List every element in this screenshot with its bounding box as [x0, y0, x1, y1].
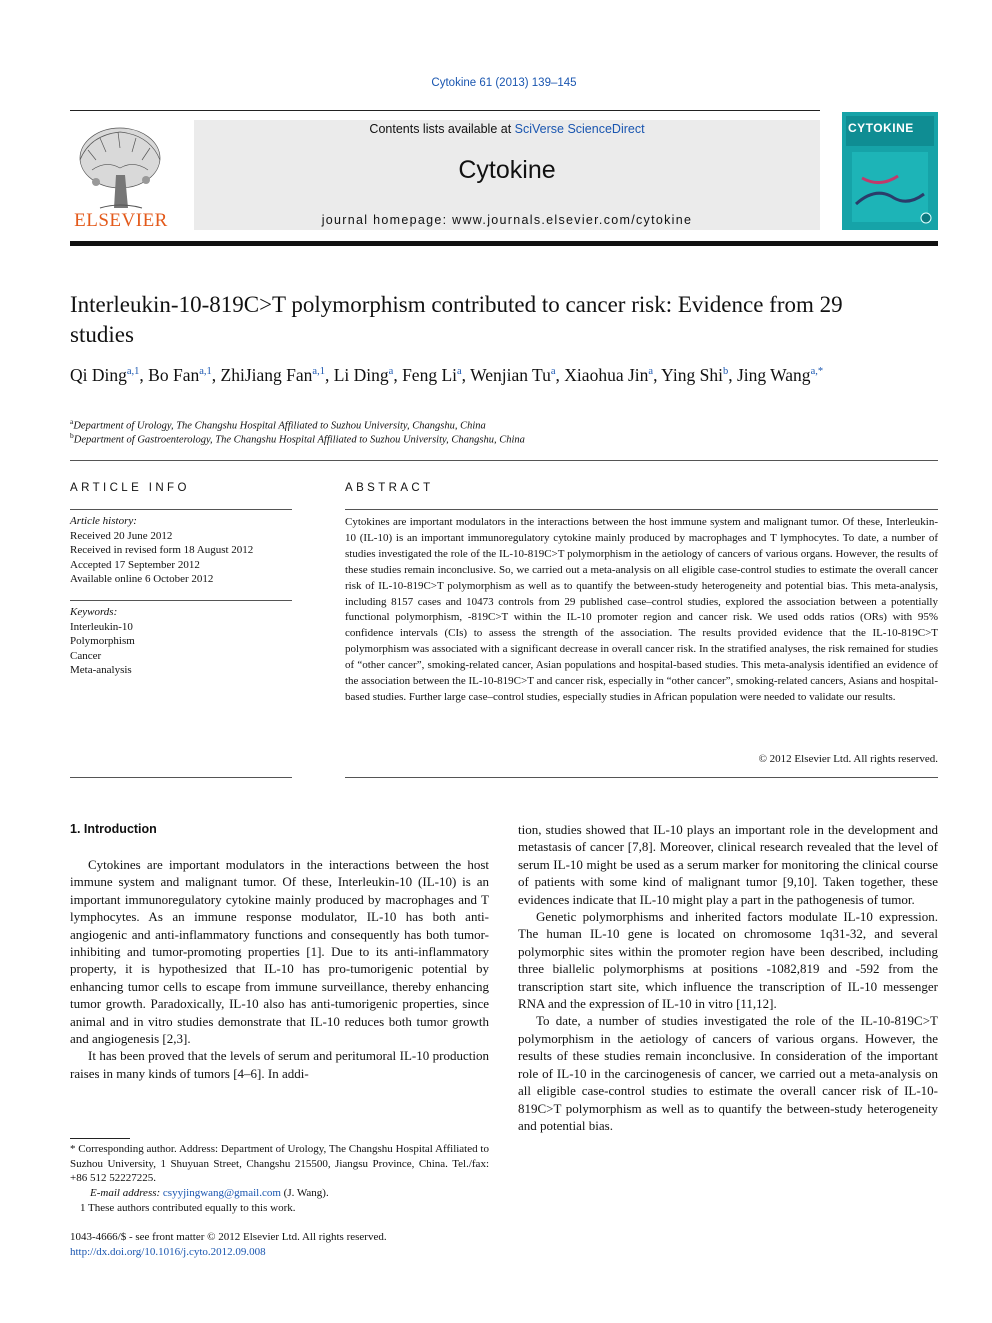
author-affiliation-sup[interactable]: a,1 [126, 366, 140, 377]
body-paragraph: Genetic polymorphisms and inherited factors modulate IL-10 expression. The human IL-10 gene is located on chromosome 1q31-32, and several polymorphic sites within the promoter region have been described, including three biallelic polymorphisms at positions -1082,819 and -592 from the transcription start site, which influence the transcription of IL-10 messenger RNA and the expression of IL-10 in vitro [11,12]. [518, 909, 938, 1012]
abstract-bottom-rule [345, 777, 938, 778]
author-name: Bo Fan [148, 364, 200, 385]
author-name: Jing Wang [736, 364, 811, 385]
author-affiliation-sup[interactable]: b [722, 366, 729, 377]
keyword: Interleukin-10 [70, 620, 133, 633]
info-rule [70, 600, 292, 601]
body-column-right [518, 821, 938, 1134]
author-affiliation-sup[interactable]: a [550, 366, 556, 377]
author-affiliation-sup[interactable]: a,1 [199, 366, 212, 377]
history-accepted: Accepted 17 September 2012 [70, 558, 200, 571]
body-paragraph: tion, studies showed that IL-10 plays an important role in the development and metastasis of cancer [7,8]. Moreover, clinical research revealed that the level of serum IL-10 might be used as a serum marker for monitoring the clinical course of patients with some kind of malignant tumor [9,10]. Taken together, these evidences indicate that IL-10 might play a part in the pathogenesis of tumor. [518, 822, 938, 907]
history-online: Available online 6 October 2012 [70, 573, 214, 585]
body-paragraph: To date, a number of studies investigated the role of the IL-10-819C>T polymorphism in the aetiology of cancers of various organs. However, the results of these studies remain inconclusive. In consideration of the important role of IL-10 in the carcinogenesis of cancer, we carried out a meta-analysis on all eligible case-control studies to estimate the overall cancer risk of IL-10-819C>T polymorphism as well as to quantify the between-study heterogeneity and potential bias. [518, 1013, 938, 1133]
affiliation-sup: b [70, 431, 74, 440]
info-bottom-rule [70, 777, 292, 778]
author-affiliation-sup[interactable]: a [648, 366, 654, 377]
history-revised: Received in revised form 18 August 2012 [70, 544, 254, 556]
author-affiliation-sup[interactable]: a,1 [312, 366, 325, 377]
abstract-rule [345, 509, 938, 510]
history-label: Article history: [70, 515, 137, 527]
body-paragraph: It has been proved that the levels of serum and peritumoral IL-10 production raises in many kinds of tumors [4–6]. In addi- [70, 1048, 489, 1081]
article-info-heading: ARTICLE INFO [70, 482, 190, 494]
author-name: Qi Ding [70, 364, 127, 385]
abstract-text: Cytokines are important modulators in the interactions between the host immune system and malignant tumor. Of these, Interleukin-10 (IL-10) is an important immunoregulatory cytokine mainly produced by macrophages and T lymphocytes. To date, a number of studies investigated the role of the IL-10-819C>T polymorphism in the aetiology of cancers of various organs. However, the results of these studies remain inconclusive. So, we carried out a meta-analysis on all eligible case-control studies to estimate the overall cancer risk of IL-10-819C>T polymorphism as well as to quantify the between-study heterogeneity and potential bias. This meta-analysis, including 8157 cases and 10473 controls from 29 published case–control studies, explored the association between a potentially functional polymorphism, -819C>T within the IL-10 promoter region and cancer risk. We used odds ratios (ORs) with 95% confidence intervals (CIs) to assess the strength of the association. The results provided evidence that the IL-10-819C>T polymorphism was associated with a significant decrease in overall cancer risk. In the stratified analyses, the risk remained for studies of “other cancer”, smoking-related cancer, Asian populations and hospital-based studies. This meta-analysis identified an evidence of the association between the IL-10-819C>T and cancer risk, especially in “other cancer”, smoking-related cancers, Asians and hospital-based studies. Further large case–control studies, especially studies in African population were needed to validate our results. [345, 516, 938, 703]
footnote-equal-contribution: 1 These authors contributed equally to this work. [80, 1202, 296, 1214]
sciencedirect-link[interactable]: SciVerse ScienceDirect [514, 122, 645, 136]
doi-link[interactable]: http://dx.doi.org/10.1016/j.cyto.2012.09.008 [70, 1245, 266, 1258]
keyword: Polymorphism [70, 635, 135, 647]
homepage-url-link[interactable]: www.journals.elsevier.com/cytokine [452, 213, 693, 227]
article-title: Interleukin-10-819C>T polymorphism contributed to cancer risk: Evidence from 29 studies [70, 292, 843, 347]
abstract-copyright: © 2012 Elsevier Ltd. All rights reserved. [758, 753, 938, 765]
title-separator [70, 460, 938, 461]
author-name: Ying Shi [661, 364, 723, 385]
journal-name: Cytokine [458, 156, 556, 184]
abstract-heading: ABSTRACT [345, 482, 434, 494]
journal-cover-image [842, 112, 938, 230]
keywords [70, 605, 292, 678]
email-suffix: (J. Wang). [280, 1187, 329, 1199]
cover-title: CYTOKINE [848, 121, 914, 135]
author-name: Wenjian Tu [470, 364, 551, 385]
author-name: Li Ding [333, 364, 389, 385]
keyword: Cancer [70, 649, 102, 662]
article-history [70, 514, 292, 587]
footnote-email [70, 1186, 489, 1201]
section-heading-introduction: 1. Introduction [70, 822, 157, 836]
email-link[interactable]: csyyjingwang@gmail.com [162, 1187, 281, 1199]
elsevier-wordmark: ELSEVIER [74, 210, 168, 231]
homepage-prefix: journal homepage: [321, 213, 453, 227]
author-name: Feng Li [402, 364, 457, 385]
journal-citation[interactable]: Cytokine 61 (2013) 139–145 [431, 77, 577, 89]
author-name: ZhiJiang Fan [220, 364, 313, 385]
body-column-left [70, 856, 489, 1082]
affiliation-text: Department of Urology, The Changshu Hospital Affiliated to Suzhou University, Changshu, China [73, 420, 486, 432]
journal-homepage [194, 213, 820, 227]
affiliation-sup: a [70, 417, 74, 426]
author-list: Qi Ding$^{a,1}$, Bo Fan$^{a,1}$, ZhiJiang Fan$^{a,1}$, Li Ding$^a$, Feng Li$^a$, Wenjian Tu$^a$, Xiaohua Jin$^a$, Ying Shi$^b$, Jing Wang$^{a,*}$ [70, 364, 824, 385]
affiliation-a [70, 417, 938, 432]
affiliation-text: Department of Gastroenterology, The Changshu Hospital Affiliated to Suzhou University, Changshu, China [73, 434, 525, 446]
footnote-corresponding: * Corresponding author. Address: Department of Urology, The Changshu Hospital Affiliated to Suzhou University, 1 Shuyuan Street, Changshu 215500, Jiangsu Province, China. Tel./fax: +86 512 52227225. [70, 1143, 489, 1184]
footnote-rule [70, 1138, 130, 1139]
body-paragraph: Cytokines are important modulators in the interactions between the host immune system and malignant tumor. Of these, Interleukin-10 (IL-10) is an important immunoregulatory cytokine mainly produced by macrophages and T lymphocytes. As an immune response modulator, IL-10 has both anti-angiogenic and anti-inflammatory functions and consequently has both tumor-inhibiting and tumor-promoting properties [1]. Due to its anti-inflammatory property, it is hypothesized that IL-10 has pro-tumorigenic potential by enhancing tumor cells to escape from immune surveillance, thereby enhancing tumor growth. Paradoxically, IL-10 also has anti-tumorigenic properties, since animal and in vitro studies demonstrate that IL-10 reduces both tumor growth and angiogenesis [2,3]. [70, 857, 489, 1047]
keywords-label: Keywords: [70, 606, 118, 618]
header-rule [70, 110, 820, 111]
contents-prefix: Contents lists available at [369, 122, 515, 136]
issn-line [70, 1230, 387, 1259]
author-affiliation-sup[interactable]: a,* [810, 366, 824, 377]
affiliation-b [70, 431, 938, 446]
history-received: Received 20 June 2012 [70, 529, 173, 542]
elsevier-logo [70, 120, 172, 232]
author-affiliation-sup[interactable]: a [457, 366, 462, 377]
header-thick-rule [70, 241, 938, 246]
issn-text: 1043-4666/$ - see front matter © 2012 Elsevier Ltd. All rights reserved. [70, 1231, 387, 1243]
contents-line [194, 122, 820, 136]
author-name: Xiaohua Jin [564, 364, 649, 385]
info-rule [70, 509, 292, 510]
keyword: Meta-analysis [70, 664, 132, 676]
email-label: E-mail address: [90, 1187, 163, 1199]
author-affiliation-sup[interactable]: a [388, 366, 394, 377]
